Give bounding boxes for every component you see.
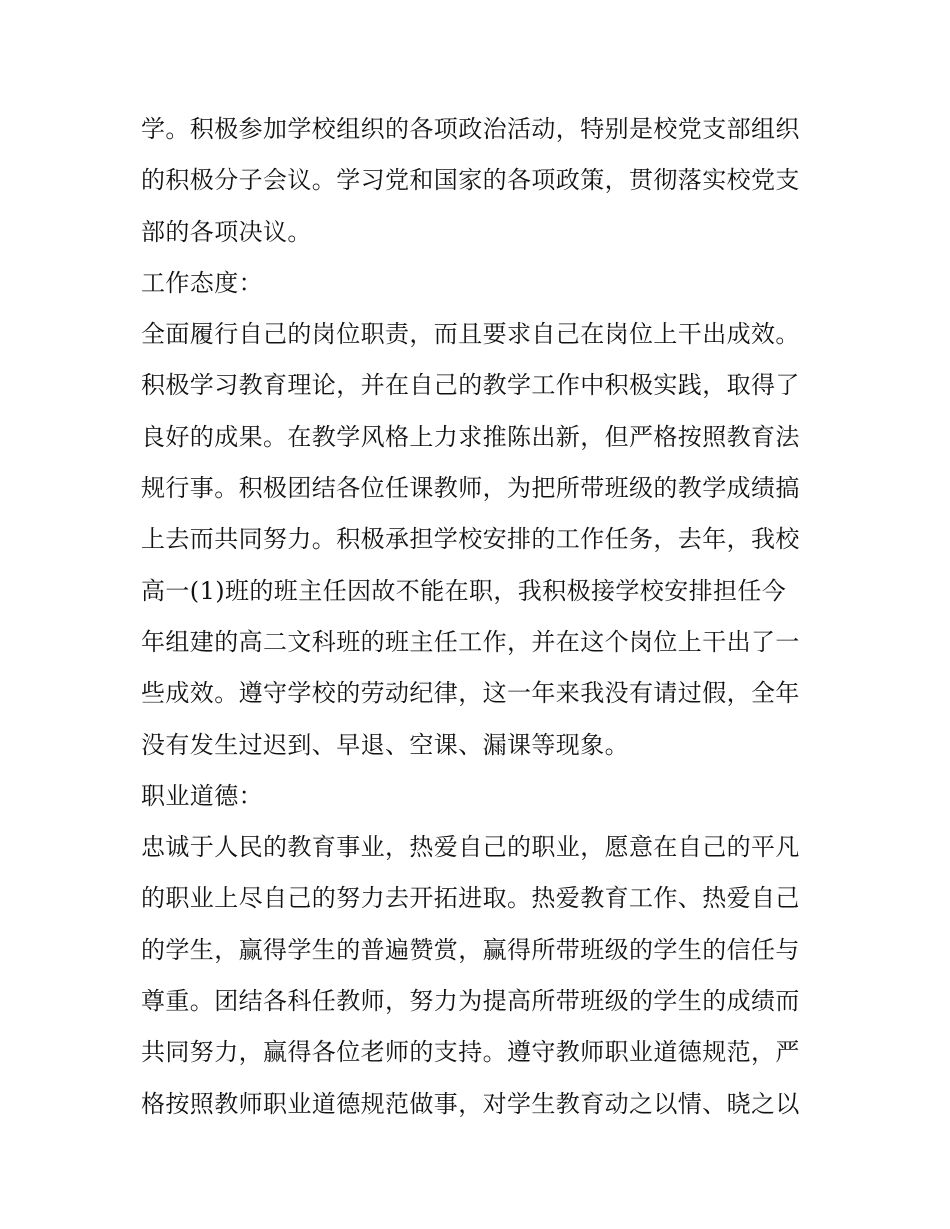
- text-line: 上去而共同努力。积极承担学校安排的工作任务，去年，我校: [141, 525, 800, 554]
- text-line: 共同努力，赢得各位老师的支持。遵守教师职业道德规范，严: [141, 1038, 800, 1067]
- text-line: 没有发生过迟到、早退、空课、漏课等现象。: [141, 730, 629, 759]
- text-line: 尊重。团结各科任教师，努力为提高所带班级的学生的成绩而: [141, 987, 800, 1016]
- text-line: 些成效。遵守学校的劳动纪律，这一年来我没有请过假，全年: [141, 679, 800, 708]
- text-line: 良好的成果。在教学风格上力求推陈出新，但严格按照教育法: [141, 422, 800, 451]
- text-line: 的职业上尽自己的努力去开拓进取。热爱教育工作、热爱自己: [141, 884, 800, 913]
- text-line: 高一(1)班的班主任因故不能在职，我积极接学校安排担任今: [141, 576, 787, 605]
- text-line: 的学生，赢得学生的普遍赞赏，赢得所带班级的学生的信任与: [141, 935, 800, 964]
- text-line: 年组建的高二文科班的班主任工作，并在这个岗位上干出了一: [141, 627, 800, 656]
- text-line: 格按照教师职业道德规范做事，对学生教育动之以情、晓之以: [141, 1089, 800, 1118]
- section-heading-professional-ethics: 职业道德：: [141, 781, 263, 810]
- text-line: 的积极分子会议。学习党和国家的各项政策，贯彻落实校党支: [141, 166, 800, 195]
- text-line: 全面履行自己的岗位职责，而且要求自己在岗位上干出成效。: [141, 320, 800, 349]
- text-line: 规行事。积极团结各位任课教师，为把所带班级的教学成绩搞: [141, 474, 800, 503]
- text-line: 部的各项决议。: [141, 217, 312, 246]
- text-line: 积极学习教育理论，并在自己的教学工作中积极实践，取得了: [141, 371, 800, 400]
- document-body: [141, 104, 821, 1130]
- section-heading-work-attitude: 工作态度：: [141, 268, 263, 297]
- text-line: 忠诚于人民的教育事业，热爱自己的职业，愿意在自己的平凡: [141, 833, 800, 862]
- text-line: 学。积极参加学校组织的各项政治活动，特别是校党支部组织: [141, 115, 800, 143]
